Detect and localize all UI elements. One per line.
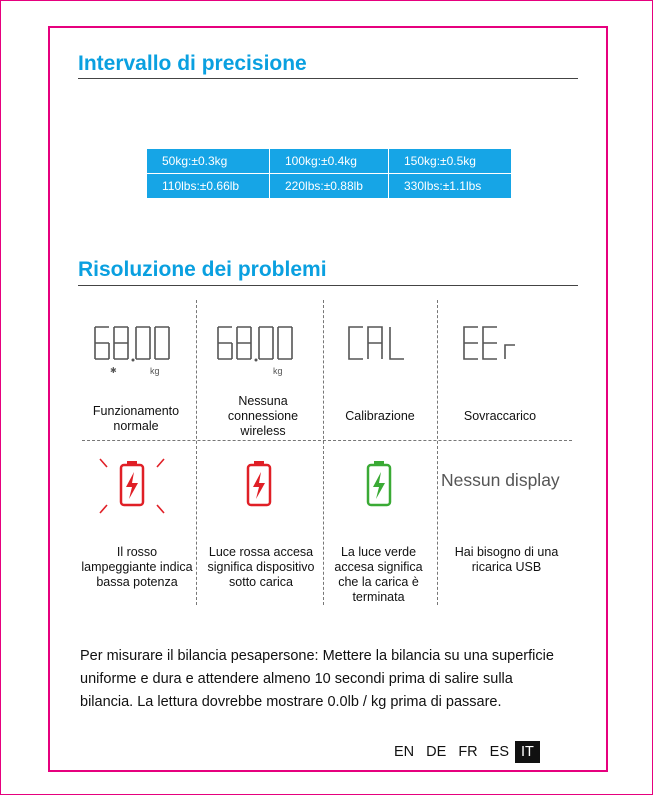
battery-charging-icon: [244, 460, 274, 508]
precision-rule: [78, 78, 578, 79]
label-charged: La luce verde accesa significa che la carica è terminata: [334, 545, 423, 604]
precision-table: [146, 148, 512, 199]
grid-divider: [437, 300, 438, 605]
table-cell: 50kg:±0.3kg: [147, 149, 270, 174]
tab-language-es[interactable]: ES: [489, 744, 509, 760]
tab-language-it[interactable]: IT: [515, 741, 540, 763]
table-cell: 100kg:±0.4kg: [270, 149, 389, 174]
svg-text:✱: ✱: [110, 366, 117, 375]
instructions-text: Per misurare il bilancia pesapersone: Mettere la bilancia su una superficie uniforme e dura e attendere almeno 10 secondi prima di salire sulla bilancia. La lettura dovrebbe mostrare 0.0lb / kg prima di passare.: [80, 648, 554, 710]
lcd-error: [461, 322, 536, 367]
tab-language-en[interactable]: EN: [394, 744, 415, 760]
label-low-power: Il rosso lampeggiante indica bassa potenza: [81, 545, 193, 589]
lcd-normal: [92, 322, 182, 377]
label-overload: Sovraccarico: [463, 409, 537, 423]
table-cell: 330lbs:±1.1lbs: [389, 174, 512, 199]
lcd-no-wireless: [215, 322, 305, 377]
label-usb: Hai bisogno di una ricarica USB: [454, 545, 559, 574]
battery-blinking-icon: [96, 455, 168, 517]
tab-language-de[interactable]: DE: [426, 744, 447, 760]
label-normal: Funzionamento normale: [92, 404, 180, 433]
table-row: [147, 149, 512, 174]
unit-label: kg: [150, 366, 160, 376]
precision-title: Intervallo di precisione: [78, 52, 307, 75]
grid-divider: [196, 300, 197, 605]
tab-language-fr[interactable]: FR: [458, 744, 478, 760]
table-cell: 220lbs:±0.88lb: [270, 174, 389, 199]
battery-full-icon: [364, 460, 394, 508]
unit-label: kg: [273, 366, 283, 376]
grid-divider: [323, 300, 324, 605]
no-display-text: Nessun display: [441, 470, 560, 490]
troubleshoot-title: Risoluzione dei problemi: [78, 258, 327, 281]
label-no-wireless: Nessuna connessione wireless: [227, 394, 299, 438]
lcd-calibration: [346, 322, 416, 367]
label-charging: Luce rossa accesa significa dispositivo sotto carica: [207, 545, 315, 589]
language-tabs: [388, 741, 540, 763]
table-row: [147, 174, 512, 199]
label-calibration: Calibrazione: [345, 409, 415, 423]
troubleshoot-rule: [78, 285, 578, 286]
grid-divider: [82, 440, 572, 441]
table-cell: 150kg:±0.5kg: [389, 149, 512, 174]
table-cell: 110lbs:±0.66lb: [147, 174, 270, 199]
